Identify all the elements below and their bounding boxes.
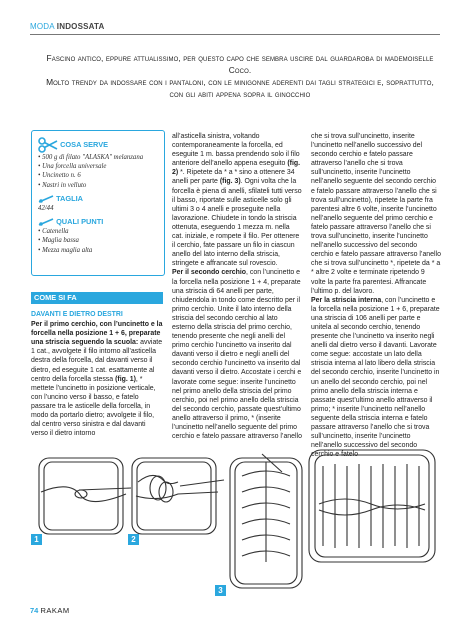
figure-number: 1	[31, 534, 42, 545]
come-si-fa-banner: COME SI FA	[31, 292, 163, 304]
scissors-icon	[38, 137, 58, 153]
paragraph: all’asticella sinistra, voltando contemporaneamente la forcella, ed eseguite 1 m. bassa prendendo solo il filo anteriore dell’anello appena eseguito (fig. 2) *. Ripetete da * a * sino a ottenere 34 anelli per parte (fig. 3). Ogni volta che la forcella è piena di anelli, sfilateli tutti verso il basso, riportate sulle asticelle solo gli ultimi 3 o 4 anelli e proseguite nella lavorazione. Chiudete in tondo la striscia ottenuta, eseguendo 1 mezza m. nella cat. iniziale, e rompete il filo. Per ottenere il cerchio, fate passare un filo in ciascun anello del lato interno della striscia, stringete e affrancate sul rovescio.	[172, 133, 302, 268]
section-heading: DAVANTI E DIETRO DESTRI	[31, 311, 123, 318]
material-item: • Nastri in velluto	[38, 181, 87, 189]
taglia-value: 42/44	[38, 204, 54, 212]
page-footer	[30, 606, 70, 615]
materials-list	[38, 137, 162, 255]
instructions-column-1	[31, 310, 164, 438]
header-divider	[30, 34, 440, 35]
stitch-item: • Maglia bassa	[38, 237, 79, 245]
intro-paragraph-2: Molto trendy da indossare con i pantaloni, con le minigonne aderenti dai tagli strategici e, soprattutto, con gli abiti appena sopra il ginocchio	[46, 77, 434, 99]
needle-icon	[38, 194, 54, 204]
page-number: 74	[30, 606, 39, 615]
section-header	[30, 22, 105, 31]
material-item: • 500 g di filato "ALASKA" melanzana	[38, 154, 144, 161]
quali-punti-heading: QUALI PUNTI	[38, 217, 162, 227]
section-label: MODA	[30, 22, 55, 31]
paragraph: Per il secondo cerchio, con l’uncinetto e la forcella nella posizione 1 + 4, preparate una striscia di 64 anelli per parte, chiudendola in tondo come descritto per il primo cerchio. Unite il lato interno della striscia del secondo cerchio al lato esterno della striscia del primo cerchio, tenendo presente che negli anelli del primo cerchio l’uncinetto va inserito dal davanti verso il dietro e negli anelli del secondo cerchio l’uncinetto va inserito dal davanti verso il dietro. Accostate i cerchi e lavorate come segue: inserite l’uncinetto nel primo anello della striscia del primo cerchio, poi nel primo anello della striscia del secondo cerchio, passate quest’ultimo anello attraverso il primo, * (inserite l’uncinetto nell’anello seguente del primo cerchio e fatelo passare attraverso l’anello	[172, 269, 302, 441]
needle-icon	[38, 217, 54, 227]
figure-number: 2	[128, 534, 139, 545]
taglia-heading: TAGLIA	[38, 194, 162, 204]
illustration-4	[305, 446, 440, 566]
stitch-item: • Mezza maglia alta	[38, 246, 93, 254]
illustration-3	[222, 452, 308, 592]
material-item: • Una forcella universale	[38, 163, 107, 171]
magazine-name: RAKAM	[40, 606, 70, 615]
cosa-serve-heading: COSA SERVE	[38, 137, 162, 153]
illustration-2	[128, 452, 228, 542]
instructions-column-2	[172, 132, 302, 441]
material-item: • Uncinetto n. 6	[38, 172, 81, 180]
paragraph: Per la striscia interna, con l’uncinetto e la forcella nella posizione 1 + 6, preparate una striscia di 106 anelli per parte e unitela al secondo cerchio, tenendo presente che l’uncinetto va inserito negli anelli dal dietro verso il davanti. Lavorate come segue: accostate un lato della striscia interna al lato libero della striscia del secondo cerchio, inserite l’uncinetto in un anello del secondo cerchio, poi nel primo anello della striscia interna e passate quest’ultimo anello attraverso il primo; * inserite l’uncinetto nell’anello seguente della striscia interna e fatelo passare attraverso l’anello che si trova sull’uncinetto, inserite l’uncinetto nell’anello successivo del secondo cerchio e fatelo	[311, 296, 440, 459]
illustration-1	[31, 452, 131, 542]
instructions-column-3	[311, 132, 441, 459]
subsection-label: INDOSSATA	[56, 22, 105, 31]
figure-number: 3	[215, 585, 226, 596]
stitch-item: • Catenella	[38, 228, 69, 236]
intro-text	[44, 52, 436, 100]
intro-paragraph-1: Fascino antico, eppure attualissimo, per questo capo che sembra uscire dal guardaroba di mademoiselle Coco.	[46, 53, 434, 75]
paragraph: che si trova sull’uncinetto, inserite l’uncinetto nell’anello successivo del secondo cerchio e fatelo passare attraverso l’anello che si trova sull’uncinetto, inserite l’uncinetto nell’anello seguente del secondo cerchio e fatelo passare attraverso l’anello che si trova sull’uncinetto), ripetete la parte fra parentesi altre 6 volte, inserite l’uncinetto nell’anello seguente del primo cerchio e fatelo passare attraverso l’anello che si trova sull’uncinetto, inserite l’uncinetto nell’anello successivo del secondo cerchio e fatelo passare attraverso l’anello che si trova sull’uncinetto *, ripetete da * a * altre 2 volte e terminate ripetendo 9 volte la parte fra parentesi. Affrancate l’ultimo p. del lavoro.	[311, 133, 441, 295]
paragraph: Per il primo cerchio, con l’uncinetto e la forcella nella posizione 1 + 6, preparate una striscia seguendo la scuola: avviate 1 cat., avvolgete il filo intorno all’asticella destra della forcella, dal davanti verso il dietro, ed eseguite 1 cat. esattamente al centro della forcella stessa (fig. 1), * mettete l’uncinetto in posizione verticale, con l’uncino verso il basso, e fatelo passare tra le asticelle della forcella, in modo da portarlo dietro; avvolgete il filo, dal centro verso sinistra e dal davanti verso il dietro intorno	[31, 321, 163, 438]
